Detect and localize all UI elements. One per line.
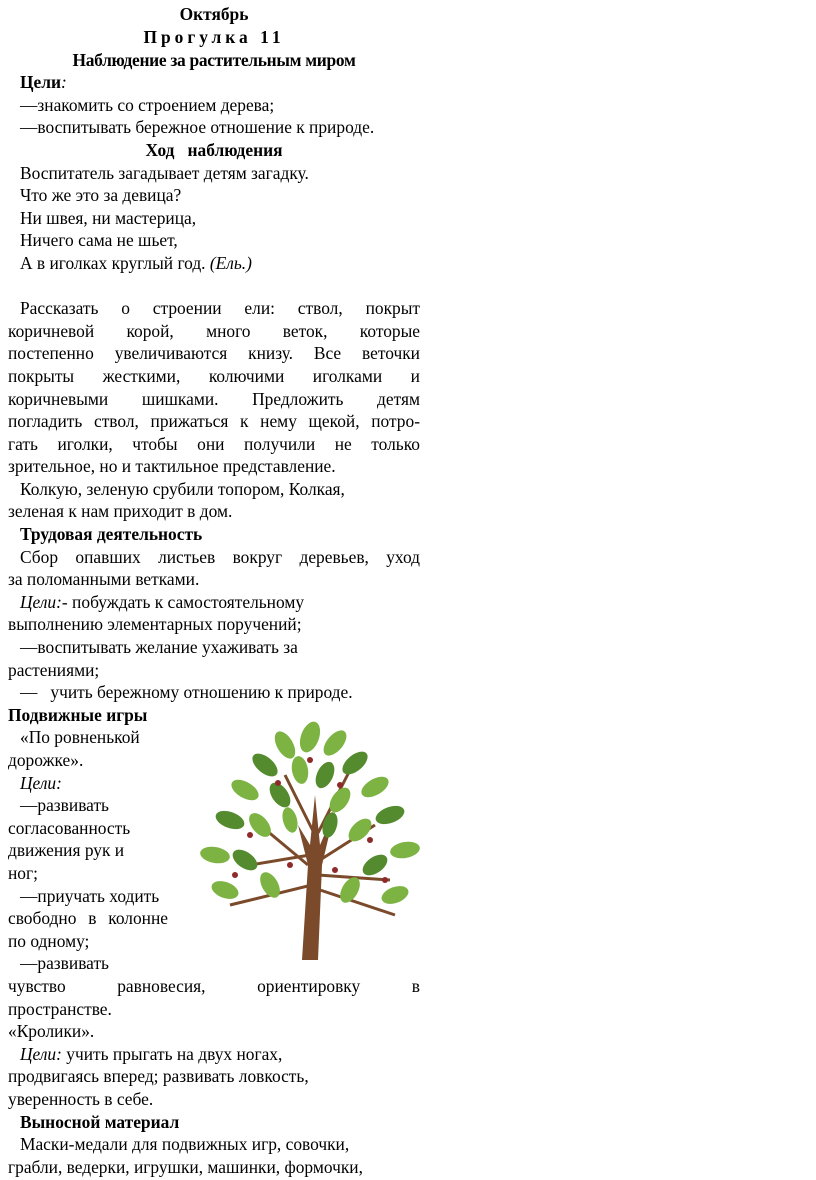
game-line: «Кролики».: [8, 1021, 95, 1042]
riddle-last: А в иголках круглый год.: [20, 252, 206, 273]
page-month: Октябрь: [179, 4, 249, 24]
labor-line: за поломанными ветками.: [8, 569, 200, 590]
materials-title: Выносной материал: [20, 1111, 180, 1132]
story-line: Рассказать о строении ели: ствол, покрыт: [20, 298, 420, 319]
game-line: согласованность: [8, 817, 131, 838]
game-line: по одному;: [8, 930, 90, 951]
story-line: зрительное, но и тактильное представление.: [8, 456, 336, 477]
riddle-answer: (Ель.): [209, 252, 252, 273]
progress-intro: Воспитатель загадывает детям загадку.: [20, 162, 309, 183]
game-line: «По ровненькой: [20, 727, 140, 748]
materials-line: Маски-медали для подвижных игр, совочки,: [20, 1134, 350, 1155]
story-line: покрыты жесткими, колючими иголками и: [8, 365, 420, 386]
labor-goals-label: Цели:: [20, 591, 62, 612]
story-line: гать иголки, чтобы они получили не только: [8, 433, 420, 454]
game-line: —развивать: [20, 795, 109, 816]
labor-goal-text: - побуждать к самостоятельному: [61, 591, 305, 612]
game-line: дорожке».: [8, 750, 84, 770]
game-line: пространстве.: [8, 998, 112, 1019]
goal-item: —воспитывать бережное отношение к природе.: [20, 117, 375, 138]
verse-line: Колкую, зеленую срубили топором, Колкая,: [20, 478, 345, 499]
game-goal: [8, 1043, 420, 1066]
labor-goal: выполнению элементарных поручений;: [8, 614, 302, 635]
goals-label: Цели: [20, 72, 62, 93]
verse-line: зеленая к нам приходит в дом.: [8, 501, 233, 522]
labor-goal: растениями;: [8, 659, 100, 680]
story-line: коричневыми шишками. Предложить детям: [8, 388, 420, 409]
story-line: коричневой корой, много веток, которые: [8, 320, 420, 341]
labor-line: Сбор опавших листьев вокруг деревьев, уход: [20, 546, 420, 567]
riddle-line: [8, 252, 420, 275]
materials-line: грабли, ведерки, игрушки, машинки, формочки,: [8, 1156, 363, 1177]
game-line: —приучать ходить: [20, 885, 160, 906]
riddle-line: Ничего сама не шьет,: [20, 230, 178, 251]
blank-line: [8, 275, 420, 298]
goals-colon: :: [61, 72, 67, 93]
game-line: уверенность в себе.: [8, 1088, 154, 1109]
goals-heading: [8, 71, 420, 94]
riddle-line: Ни швея, ни мастерица,: [20, 207, 197, 228]
labor-goal: [8, 591, 420, 614]
game-line: движения рук и: [8, 840, 125, 861]
game-line: чувство равновесия, ориентировку в: [8, 975, 420, 996]
story-line: постепенно увеличиваются книзу. Все веточки: [8, 343, 420, 364]
tree-icon: [190, 715, 430, 960]
game2-goals-label: Цели:: [20, 1043, 62, 1064]
goal-item: —знакомить со строением дерева;: [20, 94, 275, 115]
game-line: —развивать: [20, 953, 109, 974]
labor-goal: — учить бережному отношению к природе.: [20, 682, 353, 703]
game-goals-label-text: Цели:: [20, 772, 62, 793]
story-line: погладить ствол, прижаться к нему щекой, потро-: [8, 411, 420, 432]
labor-title: Трудовая деятельность: [20, 524, 203, 545]
progress-title: Ход наблюдения: [145, 139, 283, 160]
game-line: продвигаясь вперед; развивать ловкость,: [8, 1066, 309, 1087]
riddle-line: Что же это за девица?: [20, 185, 182, 206]
game-line: свободно в колонне: [8, 908, 168, 929]
game2-goal-text: учить прыгать на двух ногах,: [61, 1043, 283, 1064]
walk-title: Прогулка 11: [143, 27, 285, 47]
games-title: Подвижные игры: [8, 704, 148, 725]
game-line: ног;: [8, 862, 38, 883]
topic-title: Наблюдение за растительным миром: [72, 49, 356, 70]
labor-goal: —воспитывать желание ухаживать за: [20, 637, 298, 658]
